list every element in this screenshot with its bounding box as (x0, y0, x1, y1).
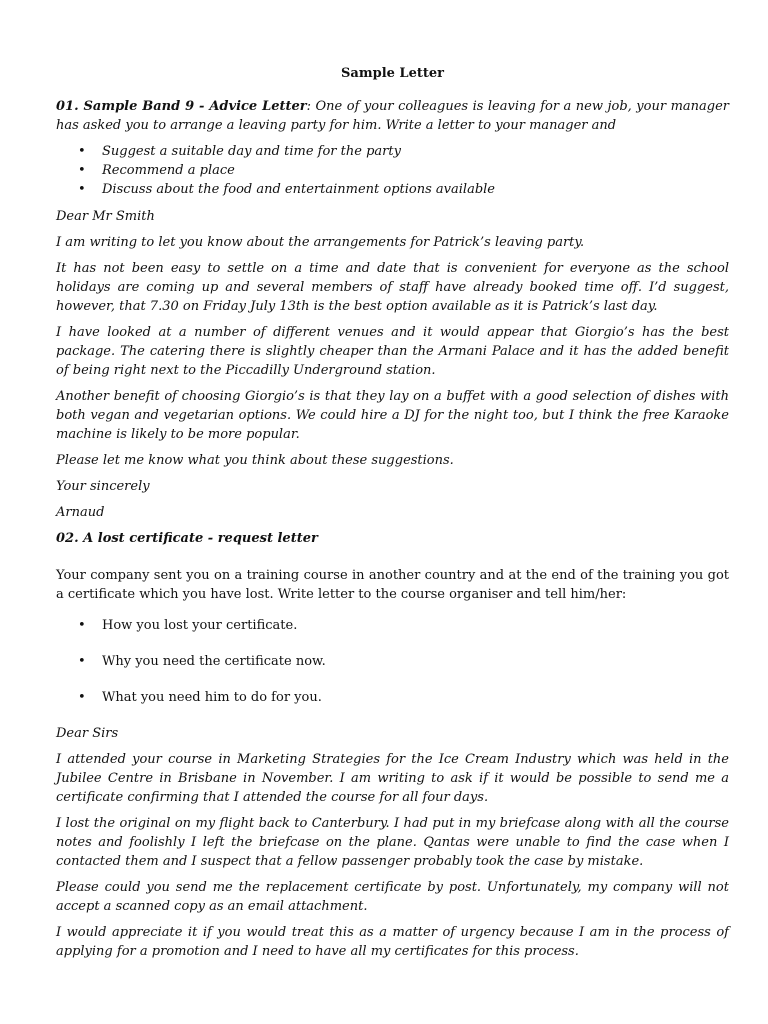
q2-bullet-list (56, 616, 729, 707)
q1-prompt (56, 97, 729, 135)
q1-paragraph: Please let me know what you think about these suggestions. (56, 453, 454, 468)
q1-closing: Your sincerely (56, 479, 150, 494)
q2-heading: 02. A lost certificate - request letter (56, 531, 318, 546)
q1-bullet: • Suggest a suitable day and time for the party (102, 142, 729, 161)
document-title: Sample Letter (341, 66, 444, 81)
q2-paragraph: I attended your course in Marketing Strategies for the Ice Cream Industry which was held in the Jubilee Centre in Brisbane in November. I am writing to ask if it would be possible to send me a certificate confirming that I attended the course for all four days. (56, 752, 729, 805)
q1-signature: Arnaud (56, 505, 105, 520)
q1-bullet: • Recommend a place (102, 161, 729, 180)
q1-bullet-list (56, 142, 729, 199)
q2-prompt: Your company sent you on a training course in another country and at the end of the training you got a certificate which you have lost. Write letter to the course organiser and tell him/her: (56, 568, 729, 602)
q1-prompt-text: : One of your colleagues is leaving for a new job, your manager has asked you to arrange a leaving party for him. Write a letter to your manager and (56, 99, 729, 133)
q2-salutation: Dear Sirs (56, 726, 119, 741)
q2-paragraph: I lost the original on my flight back to Canterbury. I had put in my briefcase along with all the course notes and foolishly I left the briefcase on the plane. Qantas were unable to find the case when I contacted them and I suspect that a fellow passenger probably took the case by mistake. (56, 816, 729, 869)
q1-paragraph: I have looked at a number of different venues and it would appear that Giorgio’s has the best package. The catering there is slightly cheaper than the Armani Palace and it has the added benefit of being right next to the Piccadilly Underground station. (56, 325, 729, 378)
q2-paragraph: Please could you send me the replacement certificate by post. Unfortunately, my company will not accept a scanned copy as an email attachment. (56, 880, 729, 914)
q1-heading: 01. Sample Band 9 - Advice Letter (56, 99, 307, 114)
document-page (56, 66, 729, 968)
q1-bullet: • Discuss about the food and entertainment options available (102, 180, 729, 199)
q1-paragraph: Another benefit of choosing Giorgio’s is that they lay on a buffet with a good selection of dishes with both vegan and vegetarian options. We could hire a DJ for the night too, but I think the free Karaoke machine is likely to be more popular. (56, 389, 729, 442)
q2-paragraph: I would appreciate it if you would treat this as a matter of urgency because I am in the process of applying for a promotion and I need to have all my certificates for this process. (56, 925, 729, 959)
q1-paragraph: It has not been easy to settle on a time and date that is convenient for everyone as the school holidays are coming up and several members of staff have already booked time off. I’d suggest, however, that 7.30 on Friday July 13th is the best option available as it is Patrick’s last day. (56, 261, 729, 314)
q2-bullet: • How you lost your certificate. (102, 616, 729, 635)
q2-bullet: • Why you need the certificate now. (102, 652, 729, 671)
q1-salutation: Dear Mr Smith (56, 209, 155, 224)
q2-bullet: • What you need him to do for you. (102, 688, 729, 707)
q1-paragraph: I am writing to let you know about the arrangements for Patrick’s leaving party. (56, 235, 585, 250)
